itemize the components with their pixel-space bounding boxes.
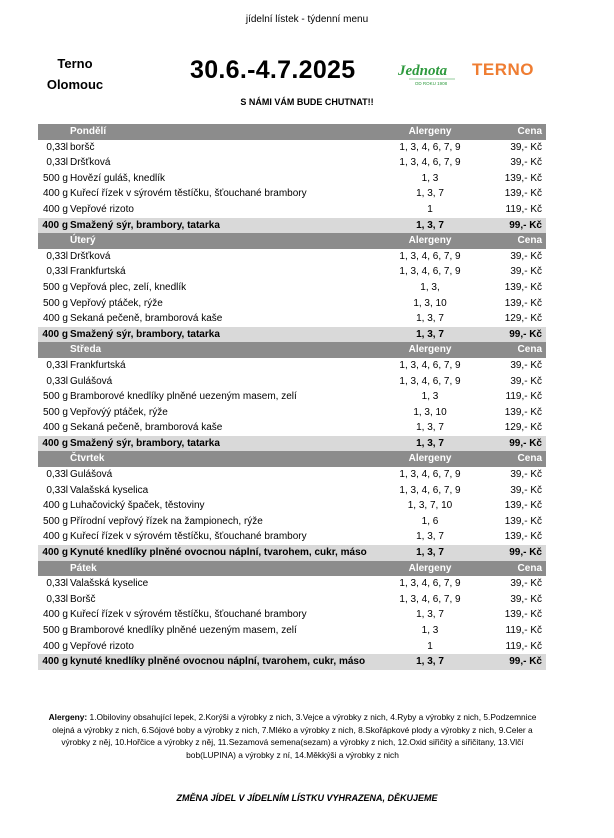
daily-special-row xyxy=(38,327,546,343)
daily-special-row xyxy=(38,654,546,670)
allergens-column-header: Alergeny xyxy=(408,344,452,356)
menu-item-row xyxy=(38,623,546,639)
item-name: Frankfurtská xyxy=(70,359,126,371)
jednota-logo-text: Jednota xyxy=(398,63,448,79)
footer-note: ZMĚNA JÍDEL V JÍDELNÍM LÍSTKU VYHRAZENA, DĚKUJEME xyxy=(176,793,438,803)
menu-item-row xyxy=(38,155,546,171)
item-allergens: 1, 3, 4, 6, 7, 9 xyxy=(399,375,461,387)
item-allergens: 1, 3, 7 xyxy=(416,328,444,340)
price-column-header: Cena xyxy=(517,126,542,137)
item-price: 139,- Kč xyxy=(504,297,542,309)
menu-item-row xyxy=(38,405,546,421)
item-price: 39,- Kč xyxy=(510,141,542,153)
price-column-header: Cena xyxy=(517,453,542,465)
store-name: Terno xyxy=(57,56,93,71)
menu-item-row xyxy=(38,639,546,655)
item-name: Frankfurtská xyxy=(70,266,126,278)
item-name: Luhačovický špaček, těstoviny xyxy=(70,500,205,512)
item-quantity: 400 g xyxy=(42,437,68,449)
item-name: Vepřová plec, zelí, knedlík xyxy=(70,281,187,293)
day-name: Úterý xyxy=(70,235,96,247)
allergens-column-header: Alergeny xyxy=(408,126,452,137)
menu-item-row xyxy=(38,280,546,296)
item-name: Kuřecí řízek v sýrovém těstíčku, šťouchané brambory xyxy=(70,531,307,543)
item-price: 119,- Kč xyxy=(505,391,542,403)
daily-special-row xyxy=(38,545,546,561)
item-name: Bramborové knedlíky plněné uezeným masem, zelí xyxy=(70,391,297,403)
item-name: Gulášová xyxy=(70,375,113,387)
day-header xyxy=(38,561,546,577)
item-quantity: 0,33l xyxy=(46,250,68,262)
item-allergens: 1, 3, 4, 6, 7, 9 xyxy=(399,578,461,590)
item-allergens: 1, 3, 10 xyxy=(413,406,447,418)
item-name: Bramborové knedlíky plněné uezeným masem, zelí xyxy=(70,625,297,636)
weekly-menu-table xyxy=(38,124,546,670)
item-name: Kynuté knedlíky plněné ovocnou náplní, tvarohem, cukr, máso xyxy=(70,547,367,559)
item-price: 139,- Kč xyxy=(504,281,542,293)
item-quantity: 0,33l xyxy=(46,359,68,371)
item-allergens: 1, 3, 7 xyxy=(416,188,444,200)
allergens-label: Alergeny: xyxy=(48,712,88,722)
item-name: Valašská kyselice xyxy=(70,578,149,590)
item-quantity: 0,33l xyxy=(46,375,68,387)
item-price: 99,- Kč xyxy=(509,328,542,340)
item-allergens: 1, 3, 10 xyxy=(413,297,447,309)
item-allergens: 1, 3 xyxy=(421,625,439,636)
menu-item-row xyxy=(38,171,546,187)
menu-item-row xyxy=(38,296,546,312)
item-allergens: 1, 3, xyxy=(420,281,440,293)
allergens-text: 1.Obiloviny obsahující lepek, 2.Korýši a výrobky z nich, 3.Vejce a výrobky z nich, 4.Ryby a výrobky z nich, 5.Podzemnice olejná a výrobky z nich, 6.Sójové boby a výrobky z nich, 7.Mléko a výrobky z nich, 8.Skořápkové plody a výrobky z nich, 9.Celer a výrobky z něj, 10.Hořčice a výrobky z něj, 11.Sezamová semena(sezam) a výrobky z nich, 12.Oxid siřičitý a siřičitany, 13.Vlčí bob(LUPINA) a výrobky z ní, 14.Měkkýši a výrobky z nich xyxy=(52,712,537,760)
item-quantity: 400 g xyxy=(42,500,68,512)
item-price: 39,- Kč xyxy=(510,375,542,387)
menu-item-row xyxy=(38,514,546,530)
item-allergens: 1, 3, 4, 6, 7, 9 xyxy=(399,484,461,496)
item-quantity: 400 g xyxy=(42,203,68,215)
item-allergens: 1, 3 xyxy=(421,172,439,184)
item-allergens: 1, 3, 7 xyxy=(416,437,444,449)
item-price: 119,- Kč xyxy=(505,625,542,636)
item-name: Valašská kyselica xyxy=(70,484,149,496)
item-name: Gulášová xyxy=(70,469,113,481)
item-quantity: 400 g xyxy=(42,328,68,340)
menu-item-row xyxy=(38,592,546,608)
item-name: Vepřový ptáček, rýže xyxy=(70,297,163,309)
item-name: kynuté knedlíky plněné ovocnou náplní, tvarohem, cukr, máso xyxy=(70,656,366,668)
allergens-column-header: Alergeny xyxy=(408,453,452,465)
menu-item-row xyxy=(38,186,546,202)
day-header xyxy=(38,451,546,467)
item-price: 39,- Kč xyxy=(510,250,542,262)
item-allergens: 1, 3, 4, 6, 7, 9 xyxy=(399,250,461,262)
item-price: 139,- Kč xyxy=(504,188,542,200)
item-allergens: 1, 3 xyxy=(421,391,439,403)
item-name: Hovězí guláš, knedlík xyxy=(70,172,166,184)
slogan: S NÁMI VÁM BUDE CHUTNAT!! xyxy=(240,97,374,107)
item-price: 139,- Kč xyxy=(504,500,542,512)
item-price: 139,- Kč xyxy=(504,531,542,543)
item-quantity: 400 g xyxy=(42,219,68,231)
item-price: 39,- Kč xyxy=(510,266,542,278)
item-name: Dršťková xyxy=(70,250,111,262)
item-allergens: 1, 3, 4, 6, 7, 9 xyxy=(399,593,461,605)
price-column-header: Cena xyxy=(517,235,542,247)
item-allergens: 1, 3, 4, 6, 7, 9 xyxy=(399,266,461,278)
menu-item-row xyxy=(38,140,546,156)
item-allergens: 1, 3, 7 xyxy=(416,422,444,434)
item-price: 139,- Kč xyxy=(504,172,542,184)
item-price: 39,- Kč xyxy=(510,157,542,169)
item-quantity: 400 g xyxy=(42,188,68,200)
menu-item-row xyxy=(38,529,546,545)
item-name: Sekaná pečeně, bramborová kaše xyxy=(70,422,223,434)
item-quantity: 0,33l xyxy=(46,578,68,590)
item-quantity: 400 g xyxy=(42,640,68,652)
menu-item-row xyxy=(38,389,546,405)
item-name: Kuřecí řízek v sýrovém těstíčku, šťouchané brambory xyxy=(70,188,307,200)
menu-item-row xyxy=(38,498,546,514)
item-quantity: 400 g xyxy=(42,531,68,543)
item-price: 129,- Kč xyxy=(504,422,542,434)
item-name: Sekaná pečeně, bramborová kaše xyxy=(70,313,223,325)
item-name: Vepřovýý ptáček, rýže xyxy=(70,406,168,418)
item-allergens: 1, 3, 4, 6, 7, 9 xyxy=(399,157,461,169)
item-allergens: 1, 3, 7, 10 xyxy=(407,500,453,512)
item-quantity: 0,33l xyxy=(46,469,68,481)
item-price: 129,- Kč xyxy=(504,313,542,325)
day-name: Pátek xyxy=(70,562,97,574)
menu-item-row xyxy=(38,576,546,592)
menu-item-row xyxy=(38,420,546,436)
date-range: 30.6.-4.7.2025 xyxy=(190,56,356,84)
item-price: 39,- Kč xyxy=(510,469,542,481)
item-allergens: 1, 3, 4, 6, 7, 9 xyxy=(399,469,461,481)
item-allergens: 1, 3, 7 xyxy=(416,656,444,668)
item-quantity: 0,33l xyxy=(46,141,68,153)
menu-item-row xyxy=(38,264,546,280)
item-price: 39,- Kč xyxy=(510,359,542,371)
item-quantity: 500 g xyxy=(42,625,68,636)
item-price: 139,- Kč xyxy=(504,609,542,621)
item-quantity: 400 g xyxy=(42,422,68,434)
item-allergens: 1, 3, 7 xyxy=(416,609,444,621)
item-quantity: 400 g xyxy=(42,609,68,621)
item-name: Dršťková xyxy=(70,157,111,169)
daily-special-row xyxy=(38,436,546,452)
item-price: 39,- Kč xyxy=(510,578,542,590)
item-allergens: 1, 3, 4, 6, 7, 9 xyxy=(399,359,461,371)
menu-item-row xyxy=(38,202,546,218)
item-quantity: 500 g xyxy=(42,515,68,527)
allergens-column-header: Alergeny xyxy=(408,562,452,574)
item-name: Kuřecí řízek v sýrovém těstíčku, šťouchané brambory xyxy=(70,609,307,621)
item-quantity: 0,33l xyxy=(46,157,68,169)
menu-item-row xyxy=(38,607,546,623)
item-name: Vepřové rizoto xyxy=(70,203,134,215)
daily-special-row xyxy=(38,218,546,234)
day-header xyxy=(38,233,546,249)
day-name: Středa xyxy=(70,344,102,356)
day-name: Pondělí xyxy=(70,126,107,137)
item-name: Boršč xyxy=(70,593,96,605)
item-price: 99,- Kč xyxy=(509,656,542,668)
jednota-logo-subtext: OD ROKU 1908 xyxy=(414,81,448,86)
item-price: 139,- Kč xyxy=(504,406,542,418)
item-name: Smažený sýr, brambory, tatarka xyxy=(70,328,220,340)
item-quantity: 0,33l xyxy=(46,593,68,605)
item-allergens: 1, 3, 4, 6, 7, 9 xyxy=(399,141,461,153)
item-allergens: 1, 3, 7 xyxy=(416,547,444,559)
item-price: 119,- Kč xyxy=(505,203,542,215)
menu-item-row xyxy=(38,467,546,483)
jednota-logo xyxy=(397,60,463,86)
item-price: 99,- Kč xyxy=(509,547,542,559)
item-name: Přírodní vepřový řízek na žampionech, rýže xyxy=(70,515,263,527)
item-quantity: 500 g xyxy=(42,172,68,184)
terno-logo: TERNO xyxy=(472,60,534,79)
item-name: Smažený sýr, brambory, tatarka xyxy=(70,219,220,231)
menu-item-row xyxy=(38,249,546,265)
day-header xyxy=(38,342,546,358)
menu-item-row xyxy=(38,358,546,374)
store-city: Olomouc xyxy=(46,77,104,92)
item-name: Vepřové rizoto xyxy=(70,640,134,652)
item-price: 139,- Kč xyxy=(504,515,542,527)
item-allergens: 1, 3, 7 xyxy=(416,313,444,325)
item-quantity: 0,33l xyxy=(46,266,68,278)
item-allergens: 1 xyxy=(427,203,433,215)
price-column-header: Cena xyxy=(517,562,542,574)
item-quantity: 400 g xyxy=(42,313,68,325)
menu-item-row xyxy=(38,374,546,390)
item-quantity: 400 g xyxy=(42,656,68,668)
item-name: boršč xyxy=(70,141,95,153)
price-column-header: Cena xyxy=(517,344,542,356)
item-quantity: 500 g xyxy=(42,391,68,403)
menu-item-row xyxy=(38,483,546,499)
item-quantity: 500 g xyxy=(42,297,68,309)
item-allergens: 1, 6 xyxy=(421,515,439,527)
item-name: Smažený sýr, brambory, tatarka xyxy=(70,437,220,449)
menu-subtitle: jídelní lístek - týdenní menu xyxy=(245,14,369,25)
item-price: 99,- Kč xyxy=(509,219,542,231)
day-header xyxy=(38,124,546,140)
allergens-note xyxy=(40,711,545,761)
item-price: 39,- Kč xyxy=(510,593,542,605)
item-price: 39,- Kč xyxy=(510,484,542,496)
item-price: 119,- Kč xyxy=(505,640,542,652)
allergens-column-header: Alergeny xyxy=(408,235,452,247)
item-quantity: 500 g xyxy=(42,281,68,293)
item-quantity: 500 g xyxy=(42,406,68,418)
day-name: Čtvrtek xyxy=(70,453,105,465)
item-price: 99,- Kč xyxy=(509,437,542,449)
item-allergens: 1 xyxy=(427,640,433,652)
item-allergens: 1, 3, 7 xyxy=(416,219,444,231)
item-quantity: 0,33l xyxy=(46,484,68,496)
menu-item-row xyxy=(38,311,546,327)
item-allergens: 1, 3, 7 xyxy=(416,531,444,543)
item-quantity: 400 g xyxy=(42,547,68,559)
